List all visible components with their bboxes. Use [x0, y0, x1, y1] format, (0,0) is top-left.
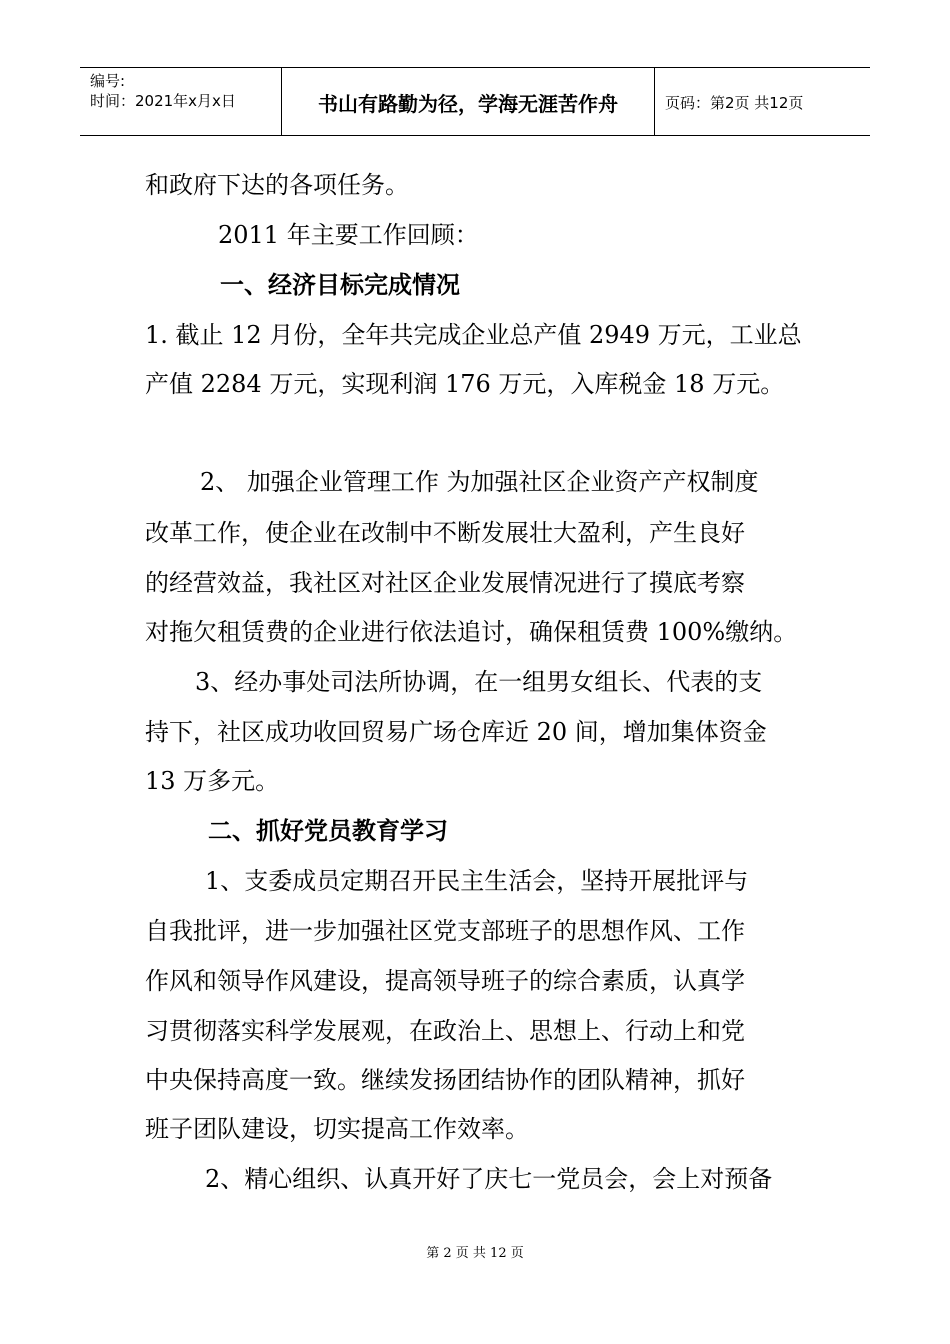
body-line: 1. 截止 12 月份，全年共完成企业总产值 2949 万元，工业总 — [145, 321, 802, 349]
body-line: 中央保持高度一致。继续发扬团结协作的团队精神，抓好 — [145, 1066, 745, 1094]
body-line: 对拖欠租赁费的企业进行依法追讨，确保租赁费 100%缴纳。 — [145, 618, 798, 646]
body-line: 改革工作，使企业在改制中不断发展壮大盈利，产生良好 — [145, 519, 745, 547]
header-motto-cell — [282, 68, 655, 135]
section-heading-party: 二、抓好党员教育学习 — [208, 817, 448, 845]
header-page-info: 页码：第2页 共12页 — [665, 94, 804, 112]
header-motto: 书山有路勤为径，学海无涯苦作舟 — [318, 92, 618, 116]
body-line: 产值 2284 万元，实现利润 176 万元，入库税金 18 万元。 — [145, 370, 785, 398]
body-line: 作风和领导作风建设，提高领导班子的综合素质，认真学 — [145, 967, 745, 995]
body-line: 班子团队建设，切实提高工作效率。 — [145, 1115, 529, 1143]
body-line: 2、 加强企业管理工作 为加强社区企业资产产权制度 — [200, 468, 759, 496]
body-line: 的经营效益，我社区对社区企业发展情况进行了摸底考察 — [145, 569, 745, 597]
body-line: 持下，社区成功收回贸易广场仓库近 20 间，增加集体资金 — [145, 718, 767, 746]
section-heading-economy: 一、经济目标完成情况 — [220, 271, 460, 299]
review-title: 2011 年主要工作回顾： — [218, 221, 479, 249]
body-line: 2、精心组织、认真开好了庆七一党员会，会上对预备 — [205, 1165, 773, 1193]
document-number-label: 编号: — [90, 72, 126, 90]
header-page-cell — [655, 68, 870, 135]
header-left-cell — [80, 68, 282, 135]
document-time-label: 时间：2021年x月x日 — [90, 92, 236, 110]
body-line: 13 万多元。 — [145, 767, 280, 795]
header-table — [80, 67, 870, 136]
body-line: 3、经办事处司法所协调，在一组男女组长、代表的支 — [195, 668, 763, 696]
page-footer: 第 2 页 共 12 页 — [426, 1246, 524, 1261]
body-line: 和政府下达的各项任务。 — [145, 171, 409, 199]
body-line: 自我批评，进一步加强社区党支部班子的思想作风、工作 — [145, 917, 745, 945]
body-line: 1、支委成员定期召开民主生活会，坚持开展批评与 — [205, 867, 749, 895]
body-line: 习贯彻落实科学发展观，在政治上、思想上、行动上和党 — [145, 1017, 745, 1045]
